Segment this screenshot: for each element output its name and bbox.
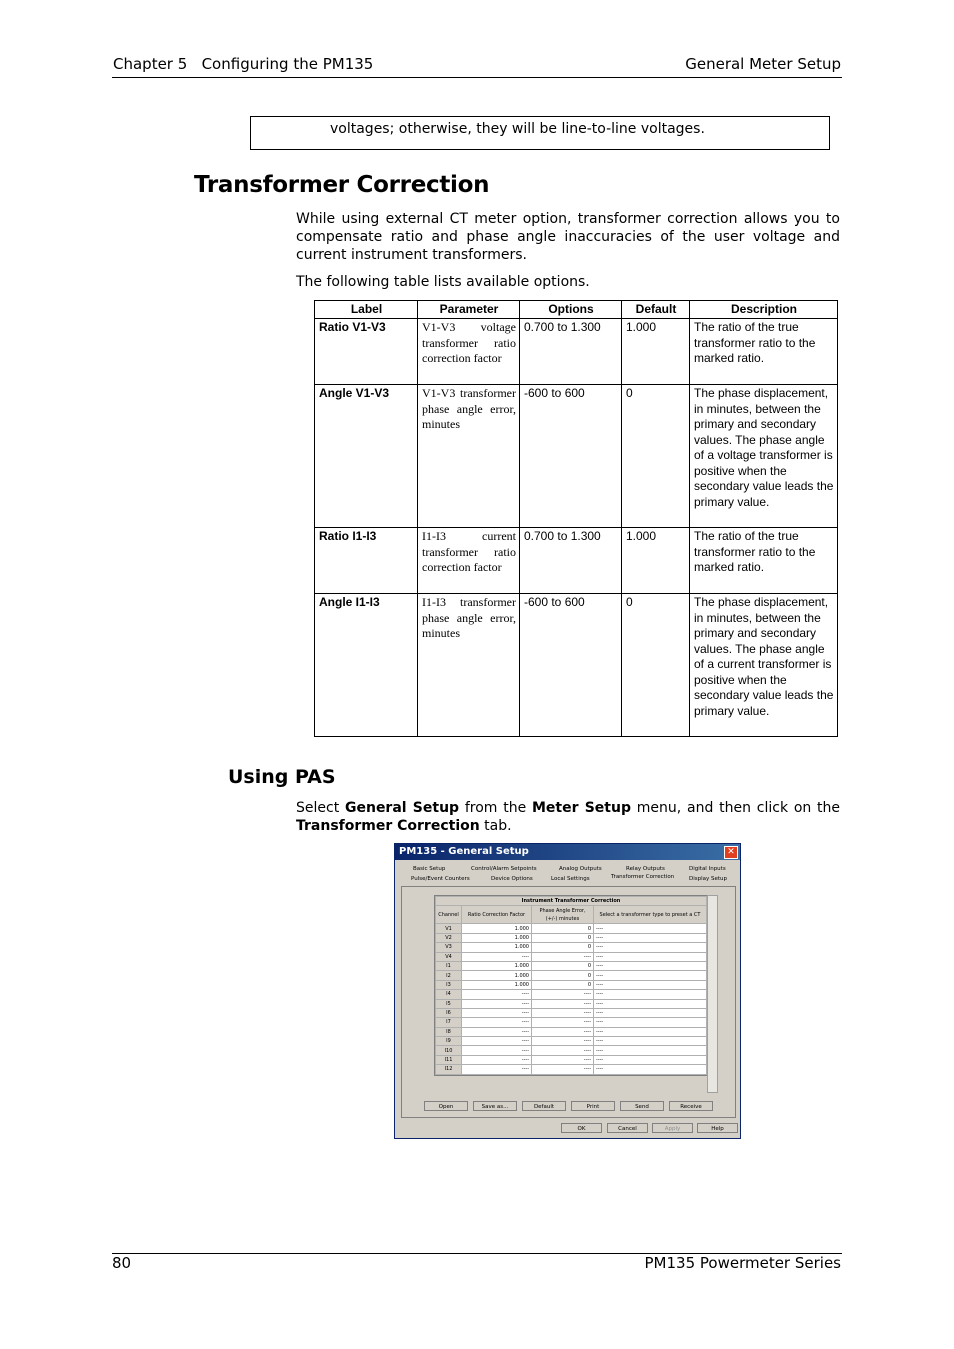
tab-local-settings[interactable]: Local Settings [551, 876, 590, 882]
tab-strip [401, 864, 736, 886]
table-row[interactable] [436, 999, 707, 1008]
page-number: 80 [112, 1254, 132, 1272]
section-title: Transformer Correction [194, 172, 490, 198]
general-setup-window [394, 843, 741, 1139]
pas-bold-general-setup: General Setup [344, 800, 460, 816]
cell-options: -600 to 600 [520, 594, 622, 737]
grid-cell-type[interactable]: ---- [594, 933, 707, 942]
intro-paragraph: While using external CT meter option, transformer correction allows you to compensate ratio and phase angle inaccuracies of the user voltage and current instrument transformers. [296, 211, 840, 263]
grid-cell-channel: I2 [436, 971, 462, 980]
cell-default: 0 [622, 594, 690, 737]
table-row[interactable] [436, 933, 707, 942]
table-row[interactable] [436, 971, 707, 980]
col-header-channel: Channel [436, 906, 462, 924]
cell-default: 0 [622, 385, 690, 528]
grid-cell-channel: I10 [436, 1046, 462, 1055]
cancel-button[interactable]: Cancel [607, 1123, 648, 1133]
table-row[interactable] [436, 990, 707, 999]
grid-cell-type[interactable]: ---- [594, 1018, 707, 1027]
page-header [112, 55, 842, 78]
table-row [315, 528, 838, 594]
cell-options: 0.700 to 1.300 [520, 319, 622, 385]
cell-options: -600 to 600 [520, 385, 622, 528]
table-intro: The following table lists available options. [296, 274, 590, 290]
tab-device-options[interactable]: Device Options [491, 876, 533, 882]
cell-parameter: I1-I3 current transformer ratio correction factor [418, 528, 520, 594]
col-header-ratio: Ratio Correction Factor [462, 906, 532, 924]
pas-paragraph [296, 799, 840, 835]
grid-cell-ratio[interactable]: ---- [462, 1027, 532, 1036]
grid-cell-type[interactable]: ---- [594, 1046, 707, 1055]
window-title: PM135 - General Setup [395, 844, 740, 860]
table-row[interactable] [436, 1065, 707, 1074]
grid-cell-angle[interactable]: ---- [532, 1037, 594, 1046]
table-row[interactable] [436, 980, 707, 989]
grid-cell-type[interactable]: ---- [594, 1055, 707, 1064]
page-footer [112, 1253, 842, 1272]
default-button[interactable]: Default [522, 1101, 566, 1111]
tab-relay-outputs[interactable]: Relay Outputs [626, 866, 665, 872]
tab-digital-inputs[interactable]: Digital Inputs [689, 866, 726, 872]
tab-basic-setup[interactable]: Basic Setup [413, 866, 446, 872]
table-row [315, 385, 838, 528]
grid-cell-ratio[interactable]: ---- [462, 1046, 532, 1055]
grid-cell-type[interactable]: ---- [594, 990, 707, 999]
grid-cell-angle[interactable]: 0 [532, 980, 594, 989]
grid-cell-channel: I8 [436, 1027, 462, 1036]
grid-cell-angle[interactable]: ---- [532, 1008, 594, 1017]
header-section: General Meter Setup [685, 55, 841, 73]
grid-cell-ratio[interactable]: ---- [462, 999, 532, 1008]
grid-cell-ratio[interactable]: 1.000 [462, 971, 532, 980]
options-table [314, 300, 838, 737]
grid-cell-channel: I7 [436, 1018, 462, 1027]
grid-cell-channel: I3 [436, 980, 462, 989]
pas-text: menu, and then click on the [630, 800, 841, 816]
grid-cell-channel: I11 [436, 1055, 462, 1064]
tab-transformer-correction[interactable]: Transformer Correction [611, 874, 675, 880]
table-row[interactable] [436, 1055, 707, 1064]
print-button[interactable]: Print [571, 1101, 615, 1111]
grid-cell-type[interactable]: ---- [594, 980, 707, 989]
table-row[interactable] [436, 924, 707, 933]
grid-cell-angle[interactable]: ---- [532, 1055, 594, 1064]
tab-control-alarm[interactable]: Control/Alarm Setpoints [471, 866, 537, 872]
grid-cell-ratio[interactable]: ---- [462, 1055, 532, 1064]
th-options: Options [520, 301, 622, 319]
grid-scrollbar[interactable] [707, 895, 718, 1093]
grid-cell-angle[interactable]: ---- [532, 952, 594, 961]
cell-label: Ratio I1-I3 [315, 528, 418, 594]
grid-cell-ratio[interactable]: ---- [462, 1008, 532, 1017]
grid-cell-channel: V4 [436, 952, 462, 961]
receive-button[interactable]: Receive [669, 1101, 713, 1111]
grid-cell-ratio[interactable]: 1.000 [462, 943, 532, 952]
grid-cell-angle[interactable]: ---- [532, 1065, 594, 1074]
grid-cell-type[interactable]: ---- [594, 999, 707, 1008]
grid-cell-type[interactable]: ---- [594, 1027, 707, 1036]
grid-cell-angle[interactable]: ---- [532, 1018, 594, 1027]
grid-cell-channel: V2 [436, 933, 462, 942]
cell-description: The phase displacement, in minutes, between the primary and secondary values. The phase angle of a current transformer is positive when the secondary value leads the primary value. [690, 594, 838, 737]
grid-cell-type[interactable]: ---- [594, 971, 707, 980]
cell-description: The phase displacement, in minutes, between the primary and secondary values. The phase angle of a voltage transformer is positive when the secondary value leads the primary value. [690, 385, 838, 528]
grid-cell-angle[interactable]: 0 [532, 924, 594, 933]
grid-cell-ratio[interactable]: 1.000 [462, 961, 532, 970]
close-icon[interactable]: ✕ [724, 846, 738, 859]
grid-cell-angle[interactable]: ---- [532, 999, 594, 1008]
grid-cell-type[interactable]: ---- [594, 1065, 707, 1074]
cell-parameter: V1-V3 transformer phase angle error, minutes [418, 385, 520, 528]
cell-parameter: I1-I3 transformer phase angle error, minutes [418, 594, 520, 737]
footer-product: PM135 Powermeter Series [644, 1254, 841, 1272]
grid-cell-channel: V1 [436, 924, 462, 933]
note-box [250, 116, 830, 150]
grid-cell-channel: V3 [436, 943, 462, 952]
apply-button[interactable]: Apply [652, 1123, 693, 1133]
grid-cell-ratio[interactable]: ---- [462, 1065, 532, 1074]
table-row[interactable] [436, 1046, 707, 1055]
grid-cell-angle[interactable]: 0 [532, 961, 594, 970]
cell-options: 0.700 to 1.300 [520, 528, 622, 594]
ok-button[interactable]: OK [561, 1123, 602, 1133]
th-description: Description [690, 301, 838, 319]
grid-cell-type[interactable]: ---- [594, 1008, 707, 1017]
table-row[interactable] [436, 1037, 707, 1046]
table-row [315, 319, 838, 385]
grid-cell-type[interactable]: ---- [594, 924, 707, 933]
cell-default: 1.000 [622, 528, 690, 594]
th-label: Label [315, 301, 418, 319]
table-row[interactable] [436, 1018, 707, 1027]
grid-cell-type[interactable]: ---- [594, 961, 707, 970]
tab-panel [401, 886, 736, 1118]
help-button[interactable]: Help [697, 1123, 738, 1133]
cell-parameter: V1-V3 voltage transformer ratio correction factor [418, 319, 520, 385]
grid-cell-type[interactable]: ---- [594, 943, 707, 952]
grid-cell-channel: I1 [436, 961, 462, 970]
pas-bold-transformer-correction: Transformer Correction [296, 818, 480, 834]
pas-text: from the [459, 800, 532, 816]
th-default: Default [622, 301, 690, 319]
tab-display-setup[interactable]: Display Setup [689, 876, 728, 882]
grid-cell-channel: I5 [436, 999, 462, 1008]
table-row[interactable] [436, 961, 707, 970]
send-button[interactable]: Send [620, 1101, 664, 1111]
header-chapter: Chapter 5 Configuring the PM135 [113, 55, 374, 73]
cell-label: Angle I1-I3 [315, 594, 418, 737]
table-row[interactable] [436, 1008, 707, 1017]
open-button[interactable]: Open [424, 1101, 468, 1111]
table-row[interactable] [436, 952, 707, 961]
grid-cell-channel: I12 [436, 1065, 462, 1074]
subsection-title: Using PAS [228, 766, 336, 788]
table-row [315, 594, 838, 737]
grid-cell-ratio[interactable]: ---- [462, 1037, 532, 1046]
cell-label: Angle V1-V3 [315, 385, 418, 528]
note-text: voltages; otherwise, they will be line-to-line voltages. [330, 121, 705, 137]
grid-cell-ratio[interactable]: 1.000 [462, 980, 532, 989]
table-row[interactable] [436, 1027, 707, 1036]
save-as-button[interactable]: Save as... [473, 1101, 517, 1111]
grid-cell-ratio[interactable]: 1.000 [462, 933, 532, 942]
th-parameter: Parameter [418, 301, 520, 319]
cell-description: The ratio of the true transformer ratio to the marked ratio. [690, 319, 838, 385]
grid-cell-channel: I6 [436, 1008, 462, 1017]
grid-cell-channel: I4 [436, 990, 462, 999]
cell-label: Ratio V1-V3 [315, 319, 418, 385]
grid-cell-angle[interactable]: 0 [532, 943, 594, 952]
grid-cell-angle[interactable]: 0 [532, 933, 594, 942]
grid-cell-angle[interactable]: ---- [532, 1046, 594, 1055]
grid-cell-angle[interactable]: ---- [532, 990, 594, 999]
pas-bold-meter-setup: Meter Setup [531, 800, 631, 816]
grid-cell-angle[interactable]: 0 [532, 971, 594, 980]
table-header-row [315, 301, 838, 319]
table-row[interactable] [436, 943, 707, 952]
grid-cell-type[interactable]: ---- [594, 952, 707, 961]
grid-cell-ratio[interactable]: ---- [462, 952, 532, 961]
tab-pulse-event-counters[interactable]: Pulse/Event Counters [411, 876, 470, 882]
grid-cell-ratio[interactable]: ---- [462, 990, 532, 999]
col-header-type: Select a transformer type to preset a CT [594, 906, 707, 924]
grid-cell-type[interactable]: ---- [594, 1037, 707, 1046]
grid-cell-channel: I9 [436, 1037, 462, 1046]
cell-default: 1.000 [622, 319, 690, 385]
pas-text: tab. [479, 818, 512, 834]
tab-analog-outputs[interactable]: Analog Outputs [559, 866, 602, 872]
grid-cell-ratio[interactable]: 1.000 [462, 924, 532, 933]
correction-grid [434, 895, 708, 1076]
col-header-angle: Phase Angle Error, (+/-) minutes [532, 906, 594, 924]
cell-description: The ratio of the true transformer ratio to the marked ratio. [690, 528, 838, 594]
grid-cell-angle[interactable]: ---- [532, 1027, 594, 1036]
pas-text: Select [296, 800, 345, 816]
grid-cell-ratio[interactable]: ---- [462, 1018, 532, 1027]
grid-title: Instrument Transformer Correction [436, 897, 707, 906]
